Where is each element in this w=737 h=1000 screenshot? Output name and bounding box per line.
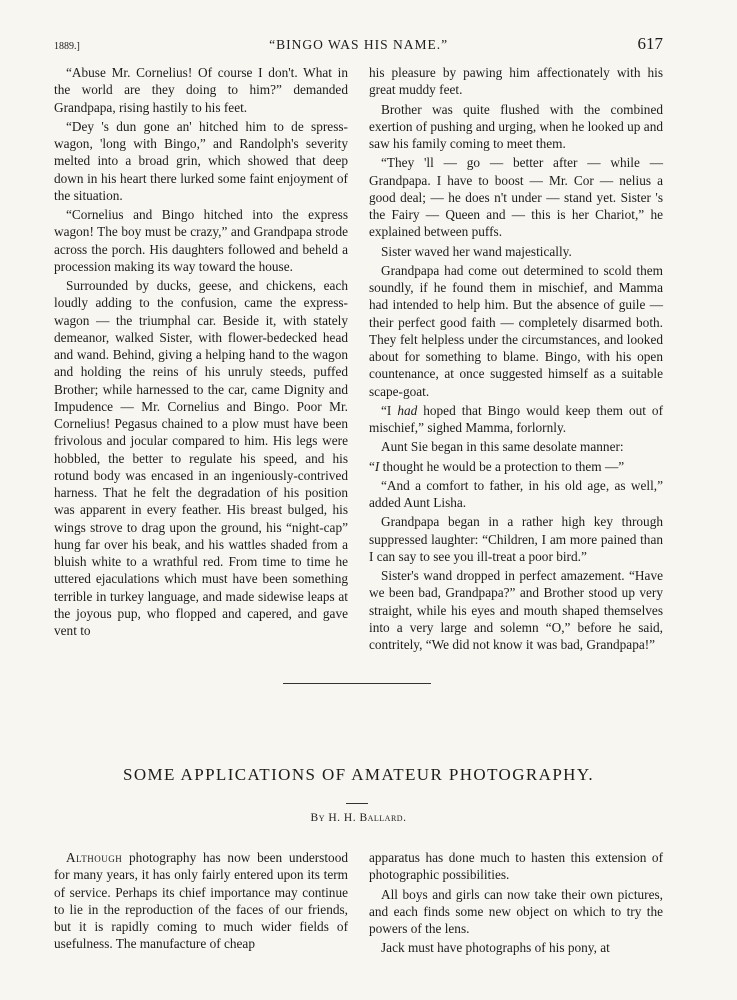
paragraph-text: photography has now been understood for many years, it has only fairly entered upon its term of service. Perhaps its chief importance may continue to lie in the reproduction of the faces of our friends, but it is rapidly coming to much wider fields of usefulness. The manufacture of cheap — [54, 850, 348, 952]
paragraph: Aunt Sie began in this same desolate manner: — [381, 439, 624, 455]
article-columns — [54, 849, 663, 959]
paragraph: “Cornelius and Bingo hitched into the express wagon! The boy must be crazy,” and Grandpapa strode across the porch. His daughters followed and beheld a procession making its way toward the house. — [54, 207, 348, 274]
page-number: 617 — [637, 34, 663, 53]
paragraph: “They 'll — go — better after — while — Grandpapa. I have to boost — Mr. Cor — nelius a good deal; — he does n't under — stand yet. Sister 's the Fairy — Queen and — this is her Chariot,” he explained between puffs. — [369, 155, 663, 240]
byline — [54, 812, 663, 824]
paragraph: “And a comfort to father, in his old age, as well,” added Aunt Lisha. — [369, 477, 663, 510]
section-divider — [283, 683, 431, 684]
emphasis: had — [397, 402, 418, 418]
paragraph: Surrounded by ducks, geese, and chickens, each loudly adding to the confusion, came the express-wagon — the triumphal car. Beside it, with stately demeanor, walked Sister, with flower-bedecked head and wand. Behind, giving a helping hand to the wagon and holding the reins of his unruly steeds, puffed Brother; while harnessed to the car, came Dignity and Impudence — Mr. Cornelius and Bingo. Poor Mr. Cornelius! Pegasus chained to a plow must have been frivolous and jocular compared to him. His legs were hobbled, the better to regulate his speed, and his rotund body was encased in an ingeniously-contrived harness. That he felt the degradation of his position was apparent in every feather. His breast bulged, his wings strove to drag upon the ground, his “night-cap” hung far over his beak, and his wattles shaded from a bluish white to a wrathful red. From time to time he uttered ejaculations which must have been something terrible in turkey language, and made sidewise leaps at the joyous pup, who flopped and capered, and gave vent to — [54, 278, 348, 638]
emphasis: I — [374, 458, 380, 474]
paragraph: All boys and girls can now take their own pictures, and each finds some new object on which to try the powers of the lens. — [369, 886, 663, 936]
title-rule — [346, 803, 368, 804]
story-columns — [54, 64, 663, 655]
paragraph: Sister waved her wand majestically. — [381, 243, 572, 259]
article-right-column — [369, 849, 663, 959]
paragraph-mamma — [369, 402, 663, 437]
quote-rest: thought he would be a protection to them —” — [379, 458, 625, 474]
running-head — [54, 34, 663, 60]
paragraph: “Abuse Mr. Cornelius! Of course I don't. What in the world are they doing to him?” demanded Grandpapa, rising hastily to his feet. — [54, 65, 348, 115]
byline-text: By H. H. Ballard. — [310, 812, 407, 824]
drop-word: Although — [66, 850, 123, 865]
paragraph-aunt-sie — [369, 458, 663, 475]
paragraph: Brother was quite flushed with the combined exertion of pushing and urging, when he looked up and saw his family coming to meet them. — [369, 101, 663, 151]
paragraph-continuation: his pleasure by pawing him affectionately with his great muddy feet. — [369, 65, 663, 98]
header-title: “BINGO WAS HIS NAME.” — [269, 37, 449, 52]
header-year: 1889.] — [54, 41, 80, 52]
quote-open: “ — [369, 458, 375, 474]
quote-rest: hoped that Bingo would keep them out of mischief,” sighed Mamma, forlornly. — [369, 402, 663, 435]
paragraph: Jack must have photographs of his pony, at — [381, 940, 610, 956]
paragraph: Grandpapa had come out determined to scold them soundly, if he found them in mischief, and Mamma had intended to help him. But the absence of guile — their perfect good faith — completely disarmed both. They felt helpless under the circumstances, and looked about for something to blame. Bingo, with his open countenance, at once suggested himself as a suitable scape-goat. — [369, 262, 663, 399]
story-right-column — [369, 64, 663, 655]
story-left-column — [54, 64, 348, 655]
paragraph-continuation: apparatus has done much to hasten this extension of photographic possibilities. — [369, 850, 663, 883]
paragraph — [54, 849, 348, 953]
paragraph: Grandpapa began in a rather high key through suppressed laughter: “Children, I am more pained than I can say to see you ill-treat a poor bird.” — [369, 514, 663, 564]
article-title: SOME APPLICATIONS OF AMATEUR PHOTOGRAPHY. — [123, 765, 594, 784]
paragraph: “Dey 's dun gone an' hitched him to de spress-wagon, 'long with Bingo,” and Randolph's severity melted into a broad grin, which showed that deep down in his heart there lurked some faint enjoyment of the situation. — [54, 118, 348, 203]
article-left-column — [54, 849, 348, 959]
quote-open: “I — [381, 402, 398, 418]
paragraph: Sister's wand dropped in perfect amazement. “Have we been bad, Grandpapa?” and Brother stood up very straight, while his eyes and mouth shaped themselves into a very large and solemn “O,” before he said, contritely, “We did not know it was bad, Grandpapa!” — [369, 568, 663, 652]
